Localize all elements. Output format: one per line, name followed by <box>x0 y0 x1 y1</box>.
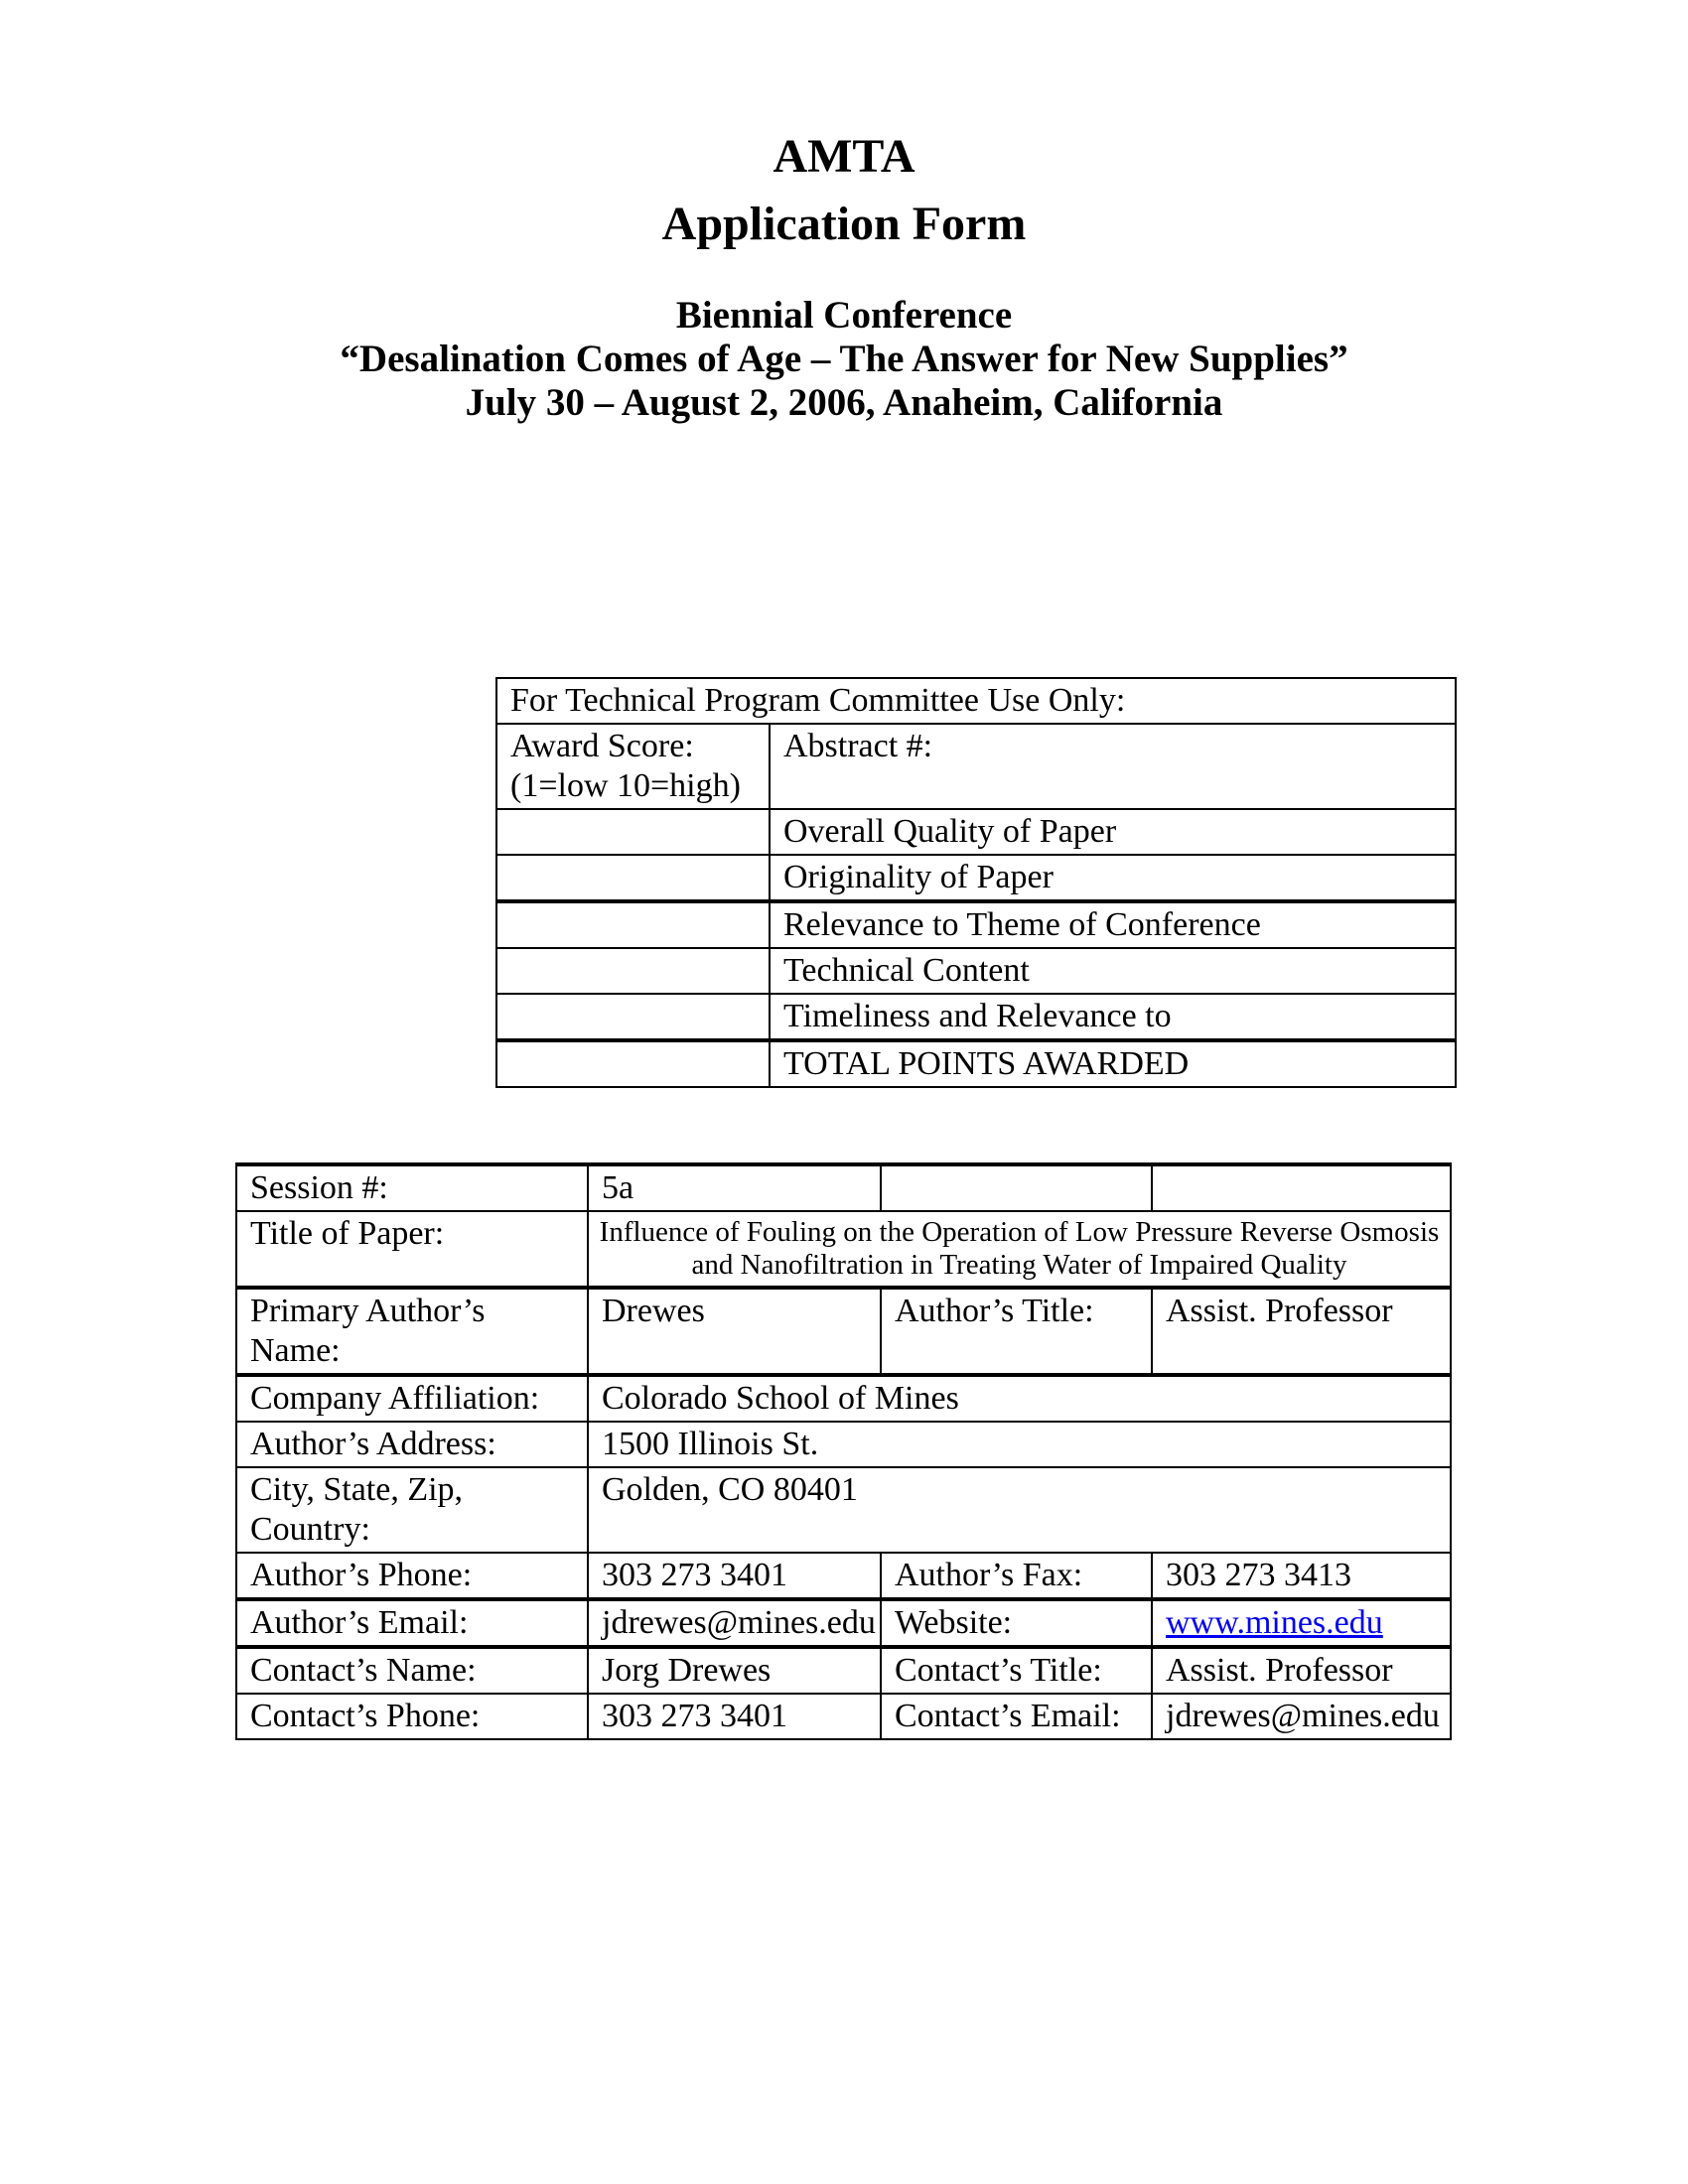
score-cell-relevance <box>496 901 770 948</box>
primary-author-value: Drewes <box>588 1288 881 1375</box>
criterion-relevance: Relevance to Theme of Conference <box>770 901 1456 948</box>
criterion-overall-quality: Overall Quality of Paper <box>770 809 1456 855</box>
org-title: AMTA <box>773 130 915 183</box>
contact-email-value: jdrewes@mines.edu <box>1152 1694 1451 1739</box>
criterion-total-points: TOTAL POINTS AWARDED <box>770 1040 1456 1087</box>
author-address-value: 1500 Illinois St. <box>588 1422 1451 1467</box>
conference-dates: July 30 – August 2, 2006, Anaheim, California <box>465 381 1223 424</box>
author-phone-label: Author’s Phone: <box>236 1553 588 1599</box>
contact-title-value: Assist. Professor <box>1152 1647 1451 1694</box>
contact-title-label: Contact’s Title: <box>881 1647 1152 1694</box>
conference-name: Biennial Conference <box>675 294 1013 337</box>
score-cell-technical <box>496 948 770 994</box>
contact-name-value: Jorg Drewes <box>588 1647 881 1694</box>
document-header <box>0 0 1688 425</box>
paper-title-label: Title of Paper: <box>236 1211 588 1288</box>
author-fax-value: 303 273 3413 <box>1152 1553 1451 1599</box>
city-state-zip-value: Golden, CO 80401 <box>588 1467 1451 1553</box>
conference-block <box>0 294 1688 425</box>
author-email-label: Author’s Email: <box>236 1599 588 1647</box>
paper-title-value: Influence of Fouling on the Operation of Low Pressure Reverse Osmosis and Nanofiltration in Treating Water of Impaired Quality <box>588 1211 1451 1288</box>
form-title: Application Form <box>661 198 1027 250</box>
award-score-scale: (1=low 10=high) <box>510 767 741 804</box>
author-title-value: Assist. Professor <box>1152 1288 1451 1375</box>
author-email-value: jdrewes@mines.edu <box>588 1599 881 1647</box>
website-link[interactable]: www.mines.edu <box>1166 1604 1383 1641</box>
score-cell-timeliness <box>496 994 770 1040</box>
author-phone-value: 303 273 3401 <box>588 1553 881 1599</box>
author-title-label: Author’s Title: <box>881 1288 1152 1375</box>
author-fax-label: Author’s Fax: <box>881 1553 1152 1599</box>
contact-email-label: Contact’s Email: <box>881 1694 1152 1739</box>
website-label: Website: <box>881 1599 1152 1647</box>
session-label: Session #: <box>236 1164 588 1211</box>
score-cell-overall-quality <box>496 809 770 855</box>
score-cell-total <box>496 1040 770 1087</box>
session-value: 5a <box>588 1164 881 1211</box>
contact-name-label: Contact’s Name: <box>236 1647 588 1694</box>
author-address-label: Author’s Address: <box>236 1422 588 1467</box>
committee-table <box>495 677 1457 1088</box>
contact-phone-value: 303 273 3401 <box>588 1694 881 1739</box>
criterion-technical: Technical Content <box>770 948 1456 994</box>
award-score-label-cell <box>496 724 770 809</box>
committee-table-title: For Technical Program Committee Use Only: <box>496 678 1456 724</box>
contact-phone-label: Contact’s Phone: <box>236 1694 588 1739</box>
session-empty-cell-1 <box>881 1164 1152 1211</box>
company-affiliation-label: Company Affiliation: <box>236 1375 588 1422</box>
award-score-label: Award Score: <box>510 728 694 764</box>
abstract-number-label: Abstract #: <box>770 724 1456 809</box>
city-state-zip-label: City, State, Zip, Country: <box>236 1467 588 1553</box>
score-cell-originality <box>496 855 770 901</box>
criterion-timeliness: Timeliness and Relevance to <box>770 994 1456 1040</box>
application-table <box>235 1162 1452 1740</box>
company-affiliation-value: Colorado School of Mines <box>588 1375 1451 1422</box>
session-empty-cell-2 <box>1152 1164 1451 1211</box>
website-cell <box>1152 1599 1451 1647</box>
criterion-originality: Originality of Paper <box>770 855 1456 901</box>
primary-author-label: Primary Author’s Name: <box>236 1288 588 1375</box>
conference-theme: “Desalination Comes of Age – The Answer for New Supplies” <box>340 338 1348 380</box>
